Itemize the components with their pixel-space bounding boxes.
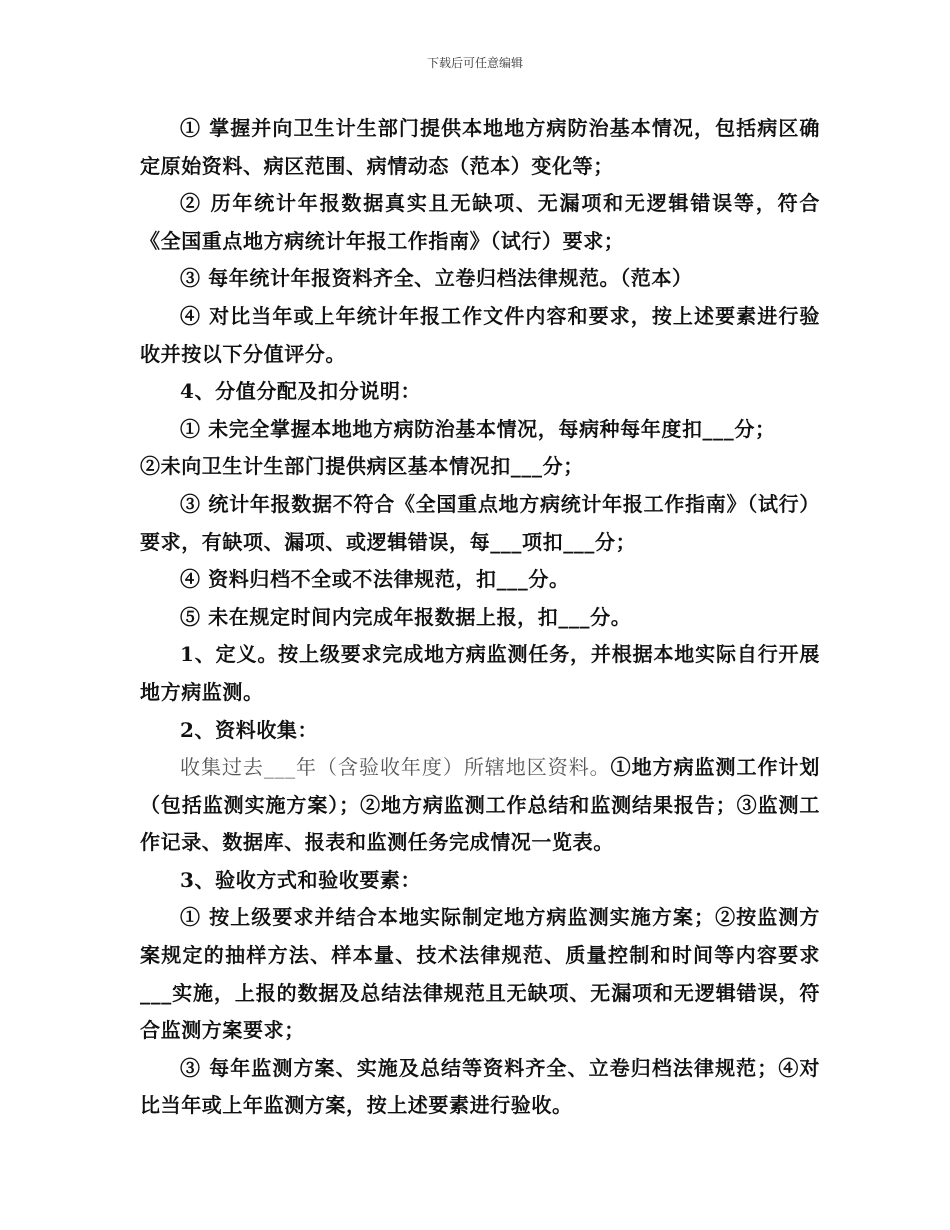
paragraph-16: ③ 每年监测方案、实施及总结等资料齐全、立卷归档法律规范；④对比当年或上年监测方案，按上述要素进行验收。: [140, 1055, 820, 1118]
collection-items: ①地方病监测工作计划（包括监测实施方案）；②地方病监测工作总结和监测结果报告；③监测工作记录、数据库、报表和监测任务完成情况一览表。: [140, 755, 821, 855]
paragraph-4: ④ 对比当年或上年统计年报工作文件内容和要求，按上述要素进行验收并按以下分值评分。: [140, 303, 820, 366]
paragraph-10: ⑤ 未在规定时间内完成年报数据上报，扣___分。: [180, 604, 632, 629]
section-heading-collection: 2、资料收集：: [180, 717, 319, 742]
section-heading-definition: 1、定义。按上级要求完成地方病监测任务，并根据本地实际自行开展地方病监测。: [140, 642, 820, 704]
paragraph-1: ① 掌握并向卫生计生部门提供本地地方病防治基本情况，包括病区确定原始资料、病区范围、病情动态（范本）变化等；: [140, 116, 820, 178]
paragraph-2: ② 历年统计年报数据真实且无缺项、无漏项和无逻辑错误等，符合《全国重点地方病统计年报工作指南》（试行）要求；: [140, 191, 820, 253]
paragraph-8: ③ 统计年报数据不符合《全国重点地方病统计年报工作指南》（试行）要求，有缺项、漏项、或逻辑错误，每___项扣___分；: [140, 491, 820, 554]
paragraph-9: ④ 资料归档不全或不法律规范，扣___分。: [180, 567, 570, 592]
paragraph-13: [140, 749, 820, 862]
section-heading-score: 4、分值分配及扣分说明：: [180, 379, 422, 404]
section-heading-acceptance: 3、验收方式和验收要素：: [180, 867, 422, 892]
collection-intro: 收集过去___年（含验收年度）所辖地区资料。: [180, 755, 611, 780]
paragraph-15: ① 按上级要求并结合本地实际制定地方病监测实施方案；②按监测方案规定的抽样方法、样本量、技术法律规范、质量控制和时间等内容要求___实施，上报的数据及总结法律规范且无缺项、无漏项和无逻辑错误，符合监测方案要求；: [140, 905, 820, 1043]
page-header: 下载后可任意编辑: [426, 56, 523, 70]
paragraph-7: ②未向卫生计生部门提供病区基本情况扣___分；: [140, 454, 584, 479]
document-body: [140, 110, 820, 1125]
paragraph-6: ① 未完全掌握本地地方病防治基本情况，每病种每年度扣___分；: [180, 416, 776, 441]
paragraph-3: ③ 每年统计年报资料齐全、立卷归档法律规范。（范本）: [180, 266, 693, 291]
